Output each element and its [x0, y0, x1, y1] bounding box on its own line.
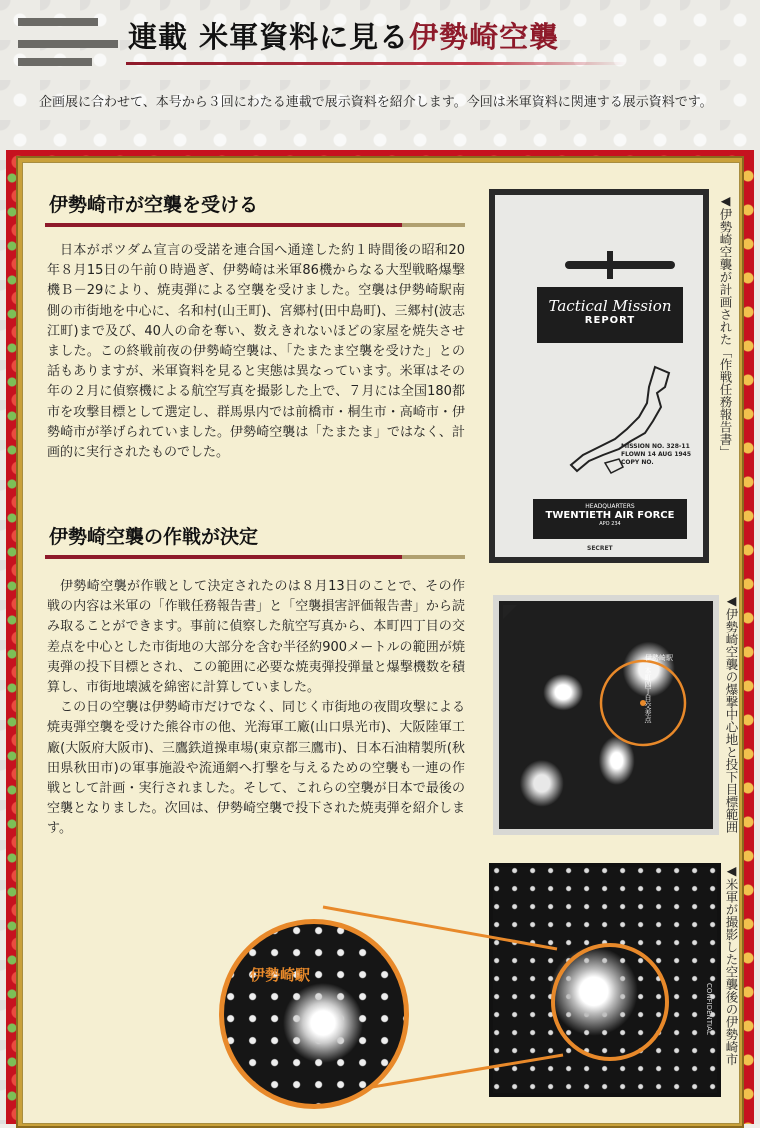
cover-caption: ◀伊勢崎空襲が計画された「作戦任務報告書」 — [718, 193, 733, 458]
aerial-caption: ◀伊勢崎空襲の爆撃中心地と投下目標範囲 — [724, 593, 739, 833]
station-label: 伊勢崎駅 — [645, 654, 673, 662]
zoom-station-label: 伊勢崎駅 — [250, 966, 311, 984]
confidential-label: CONFIDENTIAL — [705, 983, 713, 1035]
center-label: 本町四丁目交差点 — [644, 667, 652, 723]
mission-copy: COPY NO. — [621, 459, 654, 466]
header — [0, 0, 760, 90]
gold-border — [16, 156, 744, 1128]
secret-stamp: SECRET — [587, 545, 613, 552]
hq-name: TWENTIETH AIR FORCE — [545, 510, 675, 521]
title-prefix: 連載 米軍資料に見る — [128, 20, 410, 54]
report-title: Tactical Mission — [548, 297, 672, 315]
floral-frame — [6, 150, 754, 1124]
section2-heading: 伊勢崎空襲の作戦が決定 — [49, 526, 259, 548]
content-panel — [22, 162, 740, 1124]
report-subtitle: REPORT — [584, 315, 636, 326]
section1-heading: 伊勢崎市が空襲を受ける — [49, 194, 259, 216]
mission-flown: FLOWN 14 AUG 1945 — [621, 451, 692, 458]
mission-number: MISSION NO. 328-11 — [621, 443, 690, 450]
title-accent: 伊勢崎空襲 — [409, 20, 560, 54]
title-underline — [126, 62, 626, 65]
hq-apo: APO 234 — [599, 521, 621, 527]
decor-bar-top — [18, 18, 98, 26]
page-title — [128, 14, 648, 60]
hq-small: HEADQUARTERS — [585, 503, 635, 510]
zoom-inset-image — [219, 919, 409, 1109]
section2-paragraph-1: 伊勢崎空襲が作戦として決定されたのは８月13日のことで、その作戦の内容は米軍の「作戦任務報告書」と「空襲損害評価報告書」から読み取ることができます。事前に偵察した航空写真から、本町四丁目の交差点を中心とした市街地の大部分を含む半径約900メートルの範囲が焼夷弾の投下目標とされ、この範囲に必要な焼夷弾投弾量と爆撃機数を積算し、市街地壊滅を綿密に計算していました。 — [47, 579, 465, 696]
section2-paragraph-2: この日の空襲は伊勢崎市だけでなく、同じく市街地の夜間攻撃による焼夷弾空襲を受けた熊谷市の他、光海軍工廠(山口県光市)、大阪陸軍工廠(大阪府大阪市)、三鷹鉄道操車場(東京都三鷹市)、日本石油精製所(秋田県秋田市)の軍事施設や流通網へ打撃を与えるための空襲も一連の作戦として計画・実行されました。そして、これらの空襲が日本で最後の空襲となりました。次回は、伊勢崎空襲で投下された焼夷弾を紹介します。 — [47, 700, 465, 837]
decor-bar-middle — [18, 40, 118, 48]
section1-paragraph: 日本がポツダム宣言の受諾を連合国へ通達した約１時間後の昭和20年８月15日の午前０時過ぎ、伊勢崎は米軍86機からなる大型戦略爆撃機Ｂ－29により、焼夷弾による空襲を受けました。空襲は伊勢崎駅南側の市街地を中心に、名和村(山王町)、宮郷村(田中島町)、三郷村(波志江町)まで及び、40人の命を奪い、数えきれないほどの家屋を焼失させました。この終戦前夜の伊勢崎空襲は、「たまたま空襲を受けた」との話もありますが、米軍資料を見ると実態は異なっています。米軍はその年の２月に偵察機による航空写真を撮影した上で、７月には全国180都市を攻撃目標として選定し、群馬県内では前橋市・桐生市・高崎市・伊勢崎市が挙げられていました。伊勢崎空襲は「たまたま」ではなく、計画的に実行されたものでした。 — [47, 243, 465, 461]
intro-text: 企画展に合わせて、本号から３回にわたる連載で展示資料を紹介します。今回は米軍資料に関連する展示資料です。 — [39, 95, 713, 110]
night-caption: ◀米軍が撮影した空襲後の伊勢崎市 — [724, 863, 739, 1066]
decor-bar-bottom — [18, 58, 92, 66]
